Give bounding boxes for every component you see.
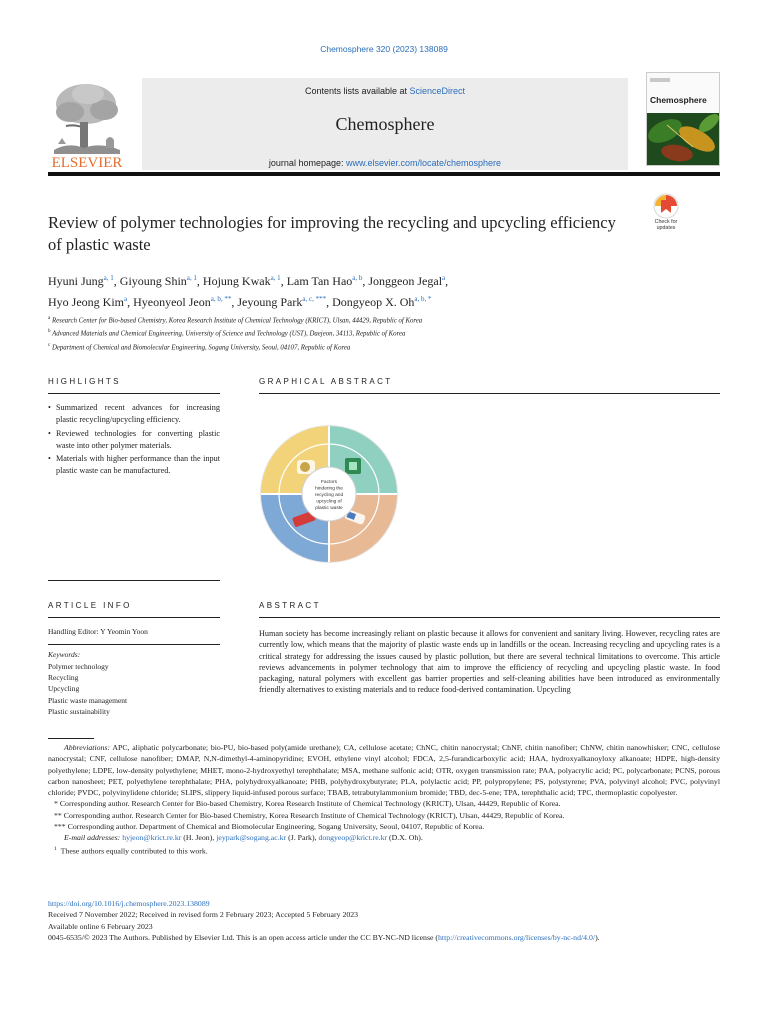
equal-contribution-text: These authors equally contributed to this work. <box>60 846 208 856</box>
highlight-item: • Reviewed technologies for converting plastic waste into other polymer materials. <box>48 428 220 453</box>
email-link-jeon[interactable]: hyjeon@krict.re.kr <box>122 833 182 843</box>
journal-masthead <box>48 72 720 176</box>
keyword-item: Upcycling <box>48 684 80 694</box>
doi-link[interactable]: https://doi.org/10.1016/j.chemosphere.2023.138089 <box>48 899 210 908</box>
license-link[interactable]: http://creativecommons.org/licenses/by-nc-nd/4.0/ <box>438 932 596 942</box>
affiliation-text: Department of Chemical and Biomolecular Engineering, Sogang University, Seoul, 04107, Republic of Korea <box>51 343 351 351</box>
author-affiliation-marker[interactable]: a, 1 <box>186 274 197 282</box>
contents-prefix: Contents lists available at <box>304 86 410 96</box>
author-affiliation-marker[interactable]: a, b, * <box>414 294 432 303</box>
ga-center-line-3: recycling and <box>314 493 344 498</box>
keyword-item: Plastic waste management <box>48 695 128 705</box>
highlights-heading: HIGHLIGHTS <box>48 377 121 386</box>
author-affiliation-marker[interactable]: a, c, *** <box>302 294 327 303</box>
authors-line-1: Hyuni Jung$^{a, 1}$, Giyoung Shin$^{a, 1}$, Hojung Kwak$^{a, 1}$, Lam Tan Hao$^{a, b}$, Jonggeon Jegal$^a$, <box>48 274 449 288</box>
keyword-item: Plastic sustainability <box>48 706 110 716</box>
corresponding-author-2: ** Corresponding author. Research Center for Bio-based Chemistry, Korea Research Institute of Chemical Technology (KRICT), Ulsan, 44429, Republic of Korea. <box>54 810 565 820</box>
sciencedirect-link[interactable]: ScienceDirect <box>409 86 466 96</box>
author-name[interactable]: Jeyoung Park <box>237 294 303 309</box>
footnote-marker-1: 1 <box>54 845 57 852</box>
license-prefix: 0045-6535/© 2023 The Authors. Published by Elsevier Ltd. This is an open access article under the CC BY-NC-ND license ( <box>48 932 438 942</box>
affiliation-text: Research Center for Bio-based Chemistry, Korea Research Institute of Chemical Technology (KRICT), Ulsan, 44429, Republic of Korea <box>51 317 423 325</box>
abbreviations <box>48 742 720 798</box>
article-info-divider <box>48 644 220 645</box>
highlights-list <box>48 402 220 479</box>
svg-text:Check for: Check for <box>654 219 678 225</box>
graphical-abstract-heading: GRAPHICAL ABSTRACT <box>259 377 393 386</box>
abbreviations-text: APC, aliphatic polycarbonate; bio-PU, bio-based poly(amide urethane); CA, cellulose acetate; ChNC, chitin nanocrystal; ChNF, chitin nanofiber; ChNW, chitin nanowhisker; CNC, cellulose nanocrystal; CNF, cellulose nanofiber; DMAP, N,N-dimethyl-4-aminopyridine; EVOH, ethylene vinyl alcohol; FDCA, 2,5-furandicarboxylic acid; HAA, hydroxyalkanoyloxy alkanoate; HDPE, high-density polyethylene; LDPE, low-density polyethylene; MHET, mono-2-hydroxyethyl terephthalate; MSA, methane sulfonic acid; OTR, oxygen transmission rate; PAA, polyacrylic acid; PC, polycarbonate; PCNS, porous carbon nanosheet; PET, polyethylene terephthalate; PHA, polyhydroxyalkanoate; PHB, polyhydroxybutyrate; PLA, polylactic acid; PP, polypropylene; PS, polystyrene; PVA, polyvinyl alcohol; PVC, polyvinyl chloride; PVDC, polyvinylidene chloride; SLIPS, slippery liquid-infused porous surface; TBAB, tetrabutylammonium bromide; TBD, dec-5-ene; TPA, terephthalic acid; TPC, thermoplastic copolyester. <box>48 743 720 798</box>
author-name[interactable]: Jonggeon Jegal <box>368 274 443 288</box>
journal-title: Chemosphere <box>335 114 435 134</box>
keywords-label: Keywords: <box>48 650 81 659</box>
email-name-park: (J. Park), <box>286 833 319 843</box>
contents-line <box>142 86 628 96</box>
article-title: Review of polymer technologies for improving the recycling and upcycling efficiency of plastic waste <box>48 213 616 254</box>
corresponding-author-1: * Corresponding author. Research Center for Bio-based Chemistry, Korea Research Institute of Chemical Technology (KRICT), Ulsan, 44429, Republic of Korea. <box>54 799 561 809</box>
author-list <box>48 270 688 311</box>
check-for-updates-button[interactable] <box>646 192 686 232</box>
ga-center-line-2: hindering the <box>315 486 343 492</box>
author-name[interactable]: Hyo Jeong Kim <box>48 294 124 309</box>
equal-contribution-note <box>48 844 720 857</box>
graphical-abstract-diagram <box>259 424 399 564</box>
author-name[interactable]: Hyuni Jung <box>48 274 104 288</box>
author-affiliation-marker[interactable]: a <box>124 294 128 303</box>
journal-header-box <box>142 78 628 170</box>
keywords-list <box>48 661 127 717</box>
journal-reference[interactable]: Chemosphere 320 (2023) 138089 <box>320 44 448 54</box>
author-affiliation-marker[interactable]: a, b, ** <box>210 294 232 303</box>
author-affiliation-marker[interactable]: a <box>442 274 446 282</box>
affiliation-key: c <box>48 342 51 348</box>
article-info-rule <box>48 617 220 618</box>
email-name-oh: (D.X. Oh). <box>387 833 423 843</box>
handling-editor: Handling Editor: Y Yeomin Yoon <box>48 627 148 636</box>
email-name-jeon: (H. Jeon), <box>181 833 217 843</box>
email-label: E-mail addresses: <box>64 833 121 843</box>
email-addresses <box>48 832 720 843</box>
svg-text:ELSEVIER: ELSEVIER <box>51 155 123 170</box>
received-dates: Received 7 November 2022; Received in revised form 2 February 2023; Accepted 5 February 2023 <box>48 910 359 920</box>
email-link-oh[interactable]: dongyeop@krict.re.kr <box>318 833 388 843</box>
author-affiliation-marker[interactable]: a, 1 <box>103 274 114 282</box>
journal-cover[interactable] <box>646 72 720 166</box>
affiliation-text: Advanced Materials and Chemical Engineering, University of Science and Technology (UST), Daejeon, 34113, Republic of Korea <box>52 330 406 338</box>
elsevier-logo[interactable] <box>48 78 126 170</box>
abbreviations-label: Abbreviations: <box>64 743 111 752</box>
graphical-abstract-rule <box>259 393 720 394</box>
author-name[interactable]: Hyeonyeol Jeon <box>133 294 211 309</box>
author-name[interactable]: Hojung Kwak <box>202 274 271 288</box>
ga-center-line-5: plastic waste <box>315 506 343 511</box>
author-name[interactable]: Lam Tan Hao <box>286 274 353 288</box>
license-suffix: ). <box>595 932 600 942</box>
journal-cover-image <box>647 73 720 166</box>
email-link-park[interactable]: jeypark@sogang.ac.kr <box>216 833 287 843</box>
corresponding-author-3: *** Corresponding author. Department of Chemical and Biomolecular Engineering, Sogang University, Seoul, 04107, Republic of Korea. <box>54 822 485 832</box>
journal-homepage-link[interactable]: www.elsevier.com/locate/chemosphere <box>345 158 502 168</box>
author-affiliation-marker[interactable]: a, b <box>352 274 363 282</box>
affiliation-item <box>48 340 708 353</box>
keyword-item: Recycling <box>48 673 79 683</box>
highlight-item: • Materials with higher performance than the input plastic waste can be manufactured. <box>48 453 220 478</box>
check-updates-icon <box>646 192 686 232</box>
footnote-rule <box>48 738 94 739</box>
elsevier-tree-icon <box>48 78 126 170</box>
svg-text:updates: updates <box>656 225 676 231</box>
masthead-rule <box>48 172 720 176</box>
affiliations <box>48 313 708 353</box>
affiliation-key: b <box>48 329 51 335</box>
authors-line-2: Hyo Jeong Kim$^a$, Hyeonyeol Jeon$^{a, b, **}$, Jeyoung Park$^{a, c, ***}$, Dongyeop X. $Oh^{a, b, *}$ <box>48 294 432 309</box>
ga-center-line-4: upcycling of <box>316 499 342 505</box>
abstract-heading: ABSTRACT <box>259 601 321 610</box>
highlight-item: • Summarized recent advances for increasing plastic recycling/upcycling efficiency. <box>48 402 220 427</box>
author-name[interactable]: Dongyeop X. Oh <box>332 294 415 309</box>
affiliation-key: a <box>48 316 51 321</box>
highlights-bottom-rule <box>48 580 220 581</box>
graphical-abstract-figure[interactable] <box>259 424 399 564</box>
keyword-item: Polymer technology <box>48 662 109 671</box>
footnotes <box>48 742 720 857</box>
abstract-text: Human society has become increasingly reliant on plastic because it allows for convenient and sanitary living. However, recycling rates are currently low, which means that the majority of plastic waste ends up in landfills or the ocean. Increasing recycling and upcycling rates is a critical strategy for addressing the issues caused by plastic pollution, but there are several technical limitations to overcome. This article reviews advancements in polymer technology that aim to improve the efficiency of recycling and upcycling plastic waste. In food packaging, natural polymers with excellent gas barrier properties and self-cleaning abilities have been introduced as environmentally friendly alternatives to existing materials and to reduce food-derived contamination. Upcycling <box>259 629 720 695</box>
homepage-line <box>142 158 628 168</box>
affiliation-item <box>48 326 708 339</box>
cover-title: Chemosphere <box>650 95 707 105</box>
article-meta <box>48 898 720 943</box>
homepage-prefix: journal homepage: <box>268 158 346 168</box>
license-line <box>48 932 720 943</box>
article-info-heading: ARTICLE INFO <box>48 601 132 610</box>
author-affiliation-marker[interactable]: a, 1 <box>270 274 281 282</box>
ga-center-line-1: Factors <box>321 480 337 485</box>
available-online: Available online 6 February 2023 <box>48 921 153 931</box>
abstract-rule <box>259 617 720 618</box>
author-name[interactable]: Giyoung Shin <box>119 274 187 288</box>
highlights-rule <box>48 393 220 394</box>
affiliation-item <box>48 313 708 326</box>
